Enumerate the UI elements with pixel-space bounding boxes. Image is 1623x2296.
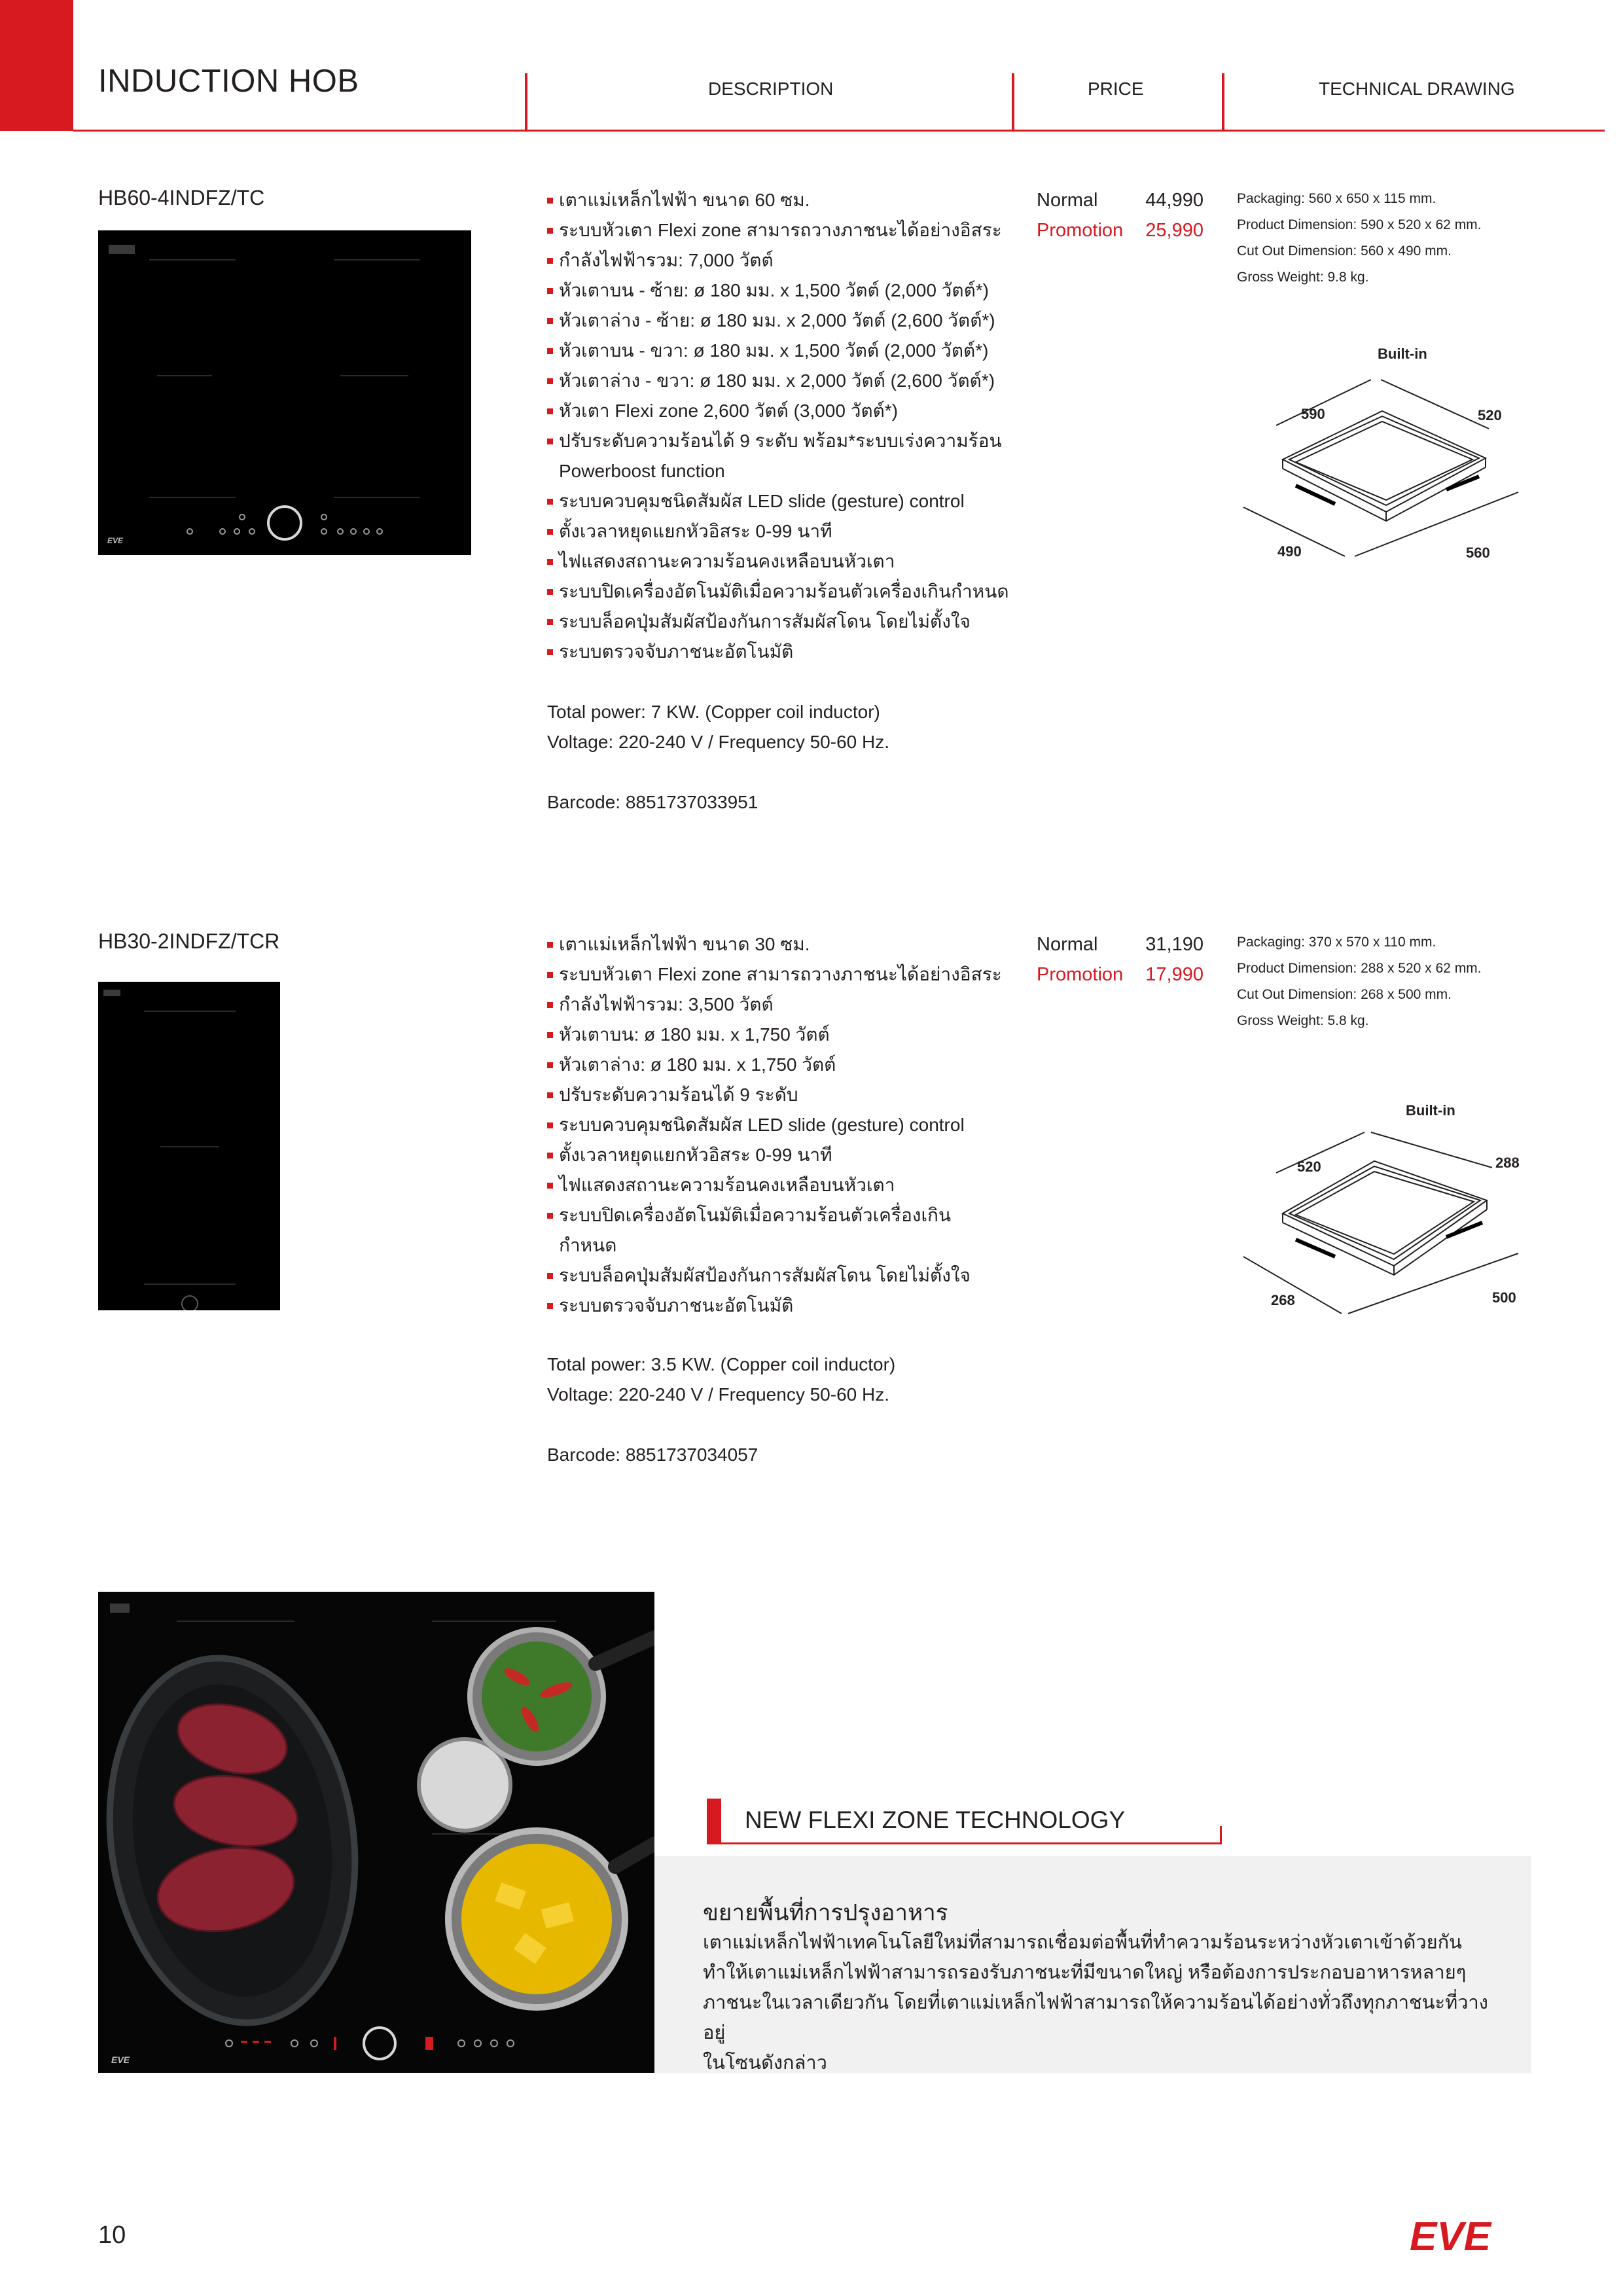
hob-30-illustration — [98, 982, 280, 1310]
feature-title: NEW FLEXI ZONE TECHNOLOGY — [745, 1806, 1126, 1833]
feature-item: หัวเตาล่าง: ø 180 มม. x 1,750 วัตต์ — [547, 1050, 1044, 1080]
feature-item: เตาแม่เหล็กไฟฟ้า ขนาด 60 ซม. — [547, 185, 1044, 215]
bullet-icon — [547, 1032, 553, 1038]
bullet-icon — [547, 348, 553, 354]
feature-item: กำลังไฟฟ้ารวม: 3,500 วัตต์ — [547, 990, 1044, 1020]
product-model: HB60-4INDFZ/TC — [98, 186, 265, 209]
dim-label: 590 — [1301, 406, 1325, 422]
feature-item: ระบบปิดเครื่องอัตโนมัติเมื่อความร้อนตัวเครื่องเกิน — [547, 1200, 1044, 1230]
price-normal-label: Normal — [1037, 190, 1098, 211]
feature-item: ไฟแสดงสถานะความร้อนคงเหลือบนหัวเตา — [547, 547, 1044, 577]
feature-body-line: ในโซนดังกล่าว — [703, 2053, 827, 2073]
bullet-icon — [547, 1303, 553, 1309]
bullet-icon — [547, 499, 553, 505]
bullet-icon — [547, 228, 553, 234]
feature-item: ระบบตรวจจับภาชนะอัตโนมัติ — [547, 637, 1044, 667]
bullet-icon — [547, 529, 553, 535]
spec-cutout-dimension: Cut Out Dimension: 268 x 500 mm. — [1237, 987, 1452, 1002]
technical-drawing-30 — [1230, 1094, 1531, 1336]
spec-gross-weight: Gross Weight: 9.8 kg. — [1237, 270, 1369, 285]
spec-list — [1237, 186, 1482, 291]
feature-title-underline — [707, 1842, 1222, 1844]
page-title: INDUCTION HOB — [98, 63, 359, 99]
header-divider — [525, 73, 527, 130]
feature-item: หัวเตาล่าง - ขวา: ø 180 มม. x 2,000 วัตต์ (2,600 วัตต์*) — [547, 366, 1044, 396]
svg-text:EVE: EVE — [107, 536, 124, 545]
bullet-icon — [547, 1092, 553, 1098]
feature-item: ระบบตรวจจับภาชนะอัตโนมัติ — [547, 1291, 1044, 1321]
feature-item: ระบบควบคุมชนิดสัมผัส LED slide (gesture) control — [547, 1110, 1044, 1140]
feature-item: หัวเตาล่าง - ซ้าย: ø 180 มม. x 2,000 วัตต์ (2,600 วัตต์*) — [547, 306, 1044, 336]
svg-text:EVE: EVE — [111, 2054, 130, 2065]
price-promotion-label: Promotion — [1037, 964, 1124, 985]
header-accent-tab — [0, 0, 73, 131]
bullet-icon — [547, 1062, 553, 1068]
price-normal — [1037, 185, 1204, 215]
feature-title-accent-bar — [707, 1799, 721, 1844]
feature-item: หัวเตาบน: ø 180 มม. x 1,750 วัตต์ — [547, 1020, 1044, 1050]
bullet-icon — [547, 559, 553, 565]
feature-item: เตาแม่เหล็กไฟฟ้า ขนาด 30 ซม. — [547, 929, 1044, 960]
bullet-icon — [547, 589, 553, 595]
price-promotion-value: 17,990 — [1145, 964, 1204, 985]
bullet-icon — [547, 1153, 553, 1158]
spec-gross-weight: Gross Weight: 5.8 kg. — [1237, 1013, 1369, 1028]
product-image-hob-30 — [98, 982, 280, 1310]
feature-item: ปรับระดับความร้อนได้ 9 ระดับ พร้อม*ระบบเร่งความร้อน — [547, 426, 1044, 456]
feature-item: ระบบหัวเตา Flexi zone สามารถวางภาชนะได้อย่างอิสระ — [547, 960, 1044, 990]
feature-item: หัวเตา Flexi zone 2,600 วัตต์ (3,000 วัตต์*) — [547, 396, 1044, 426]
feature-item: ระบบล็อคปุ่มสัมผัสป้องกันการสัมผัสโดน โดยไม่ตั้งใจ — [547, 607, 1044, 637]
feature-item: ตั้งเวลาหยุดแยกหัวอิสระ 0-99 นาที — [547, 1140, 1044, 1170]
bullet-icon — [547, 1183, 553, 1189]
price-promotion-value: 25,990 — [1145, 220, 1204, 241]
spec-cutout-dimension: Cut Out Dimension: 560 x 490 mm. — [1237, 243, 1452, 259]
feature-title-underline-end — [1220, 1826, 1222, 1843]
bullet-icon — [547, 408, 553, 414]
price-normal-label: Normal — [1037, 934, 1098, 955]
spec-packaging: Packaging: 560 x 650 x 115 mm. — [1237, 191, 1436, 206]
feature-item: ไฟแสดงสถานะความร้อนคงเหลือบนหัวเตา — [547, 1170, 1044, 1200]
feature-subtitle: ขยายพื้นที่การปรุงอาหาร — [703, 1900, 948, 1926]
feature-item: ปรับระดับความร้อนได้ 9 ระดับ — [547, 1080, 1044, 1110]
hob-60-illustration — [98, 230, 471, 555]
feature-body-line: ภาชนะในเวลาเดียวกัน โดยที่เตาแม่เหล็กไฟฟ้าสามารถให้ความร้อนได้อย่างทั่วถึงทุกภาชนะที่วางอยู่ — [703, 1992, 1488, 2043]
column-header-description: DESCRIPTION — [708, 79, 834, 99]
bullet-icon — [547, 1213, 553, 1219]
feature-item: ระบบหัวเตา Flexi zone สามารถวางภาชนะได้อย่างอิสระ — [547, 215, 1044, 245]
bullet-icon — [547, 942, 553, 948]
bullet-icon — [547, 288, 553, 294]
product-image-hob-60 — [98, 230, 471, 555]
feature-item: ระบบควบคุมชนิดสัมผัส LED slide (gesture) control — [547, 486, 1044, 516]
dim-label: 490 — [1277, 543, 1302, 560]
price-promotion-label: Promotion — [1037, 220, 1124, 241]
eve-logo-text: EVE — [1410, 2214, 1491, 2258]
feature-item-continuation: Powerboost function — [559, 461, 725, 481]
header-rule — [73, 130, 1605, 132]
price-normal — [1037, 929, 1204, 960]
feature-item: ระบบล็อคปุ่มสัมผัสป้องกันการสัมผัสโดน โดยไม่ตั้งใจ — [547, 1261, 1044, 1291]
spec-packaging: Packaging: 370 x 570 x 110 mm. — [1237, 935, 1436, 950]
feature-item: หัวเตาบน - ขวา: ø 180 มม. x 1,500 วัตต์ (2,000 วัตต์*) — [547, 336, 1044, 366]
page-number: 10 — [98, 2221, 126, 2249]
bullet-icon — [547, 1273, 553, 1279]
product-model: HB30-2INDFZ/TCR — [98, 929, 280, 953]
feature-item-continuation: กำหนด — [559, 1235, 617, 1255]
barcode: Barcode: 8851737033951 — [547, 792, 758, 812]
price-promotion — [1037, 960, 1204, 990]
feature-item: ตั้งเวลาหยุดแยกหัวอิสระ 0-99 นาที — [547, 516, 1044, 547]
bullet-icon — [547, 439, 553, 444]
bullet-icon — [547, 619, 553, 625]
spec-product-dimension: Product Dimension: 288 x 520 x 62 mm. — [1237, 961, 1482, 976]
feature-photo-cooking — [98, 1592, 654, 2073]
dim-label: 560 — [1466, 545, 1490, 561]
feature-item: ระบบปิดเครื่องอัตโนมัติเมื่อความร้อนตัวเครื่องเกินกำหนด — [547, 577, 1044, 607]
price-normal-value: 44,990 — [1145, 190, 1204, 211]
bullet-icon — [547, 1002, 553, 1008]
voltage: Voltage: 220-240 V / Frequency 50-60 Hz. — [547, 1384, 889, 1405]
feature-body-line: ทำให้เตาแม่เหล็กไฟฟ้าสามารถรองรับภาชนะที่มีขนาดใหญ่ หรือต้องการประกอบอาหารหลายๆ — [703, 1962, 1467, 1983]
drawing-label: Built-in — [1406, 1102, 1455, 1119]
voltage: Voltage: 220-240 V / Frequency 50-60 Hz. — [547, 732, 889, 752]
dim-label: 268 — [1271, 1292, 1295, 1308]
feature-list — [547, 929, 1044, 1321]
eve-logo — [1407, 2212, 1531, 2258]
total-power: Total power: 7 KW. (Copper coil inductor) — [547, 702, 880, 722]
cooking-illustration — [98, 1592, 654, 2073]
feature-item: หัวเตาบน - ซ้าย: ø 180 มม. x 1,500 วัตต์ (2,000 วัตต์*) — [547, 276, 1044, 306]
spec-product-dimension: Product Dimension: 590 x 520 x 62 mm. — [1237, 217, 1482, 232]
dim-label: 500 — [1492, 1289, 1516, 1306]
bullet-icon — [547, 258, 553, 264]
feature-list — [547, 185, 1044, 667]
dim-label: 520 — [1297, 1158, 1321, 1175]
column-header-technical-drawing: TECHNICAL DRAWING — [1319, 79, 1515, 99]
bullet-icon — [547, 378, 553, 384]
feature-body — [703, 1928, 1488, 2078]
total-power: Total power: 3.5 KW. (Copper coil inductor) — [547, 1354, 896, 1374]
feature-body-line: เตาแม่เหล็กไฟฟ้าเทคโนโลยีใหม่ที่สามารถเชื่อมต่อพื้นที่ทำความร้อนระหว่างหัวเตาเข้าด้วยกัน — [703, 1932, 1462, 1953]
bullet-icon — [547, 198, 553, 204]
header-divider — [1012, 73, 1014, 130]
bullet-icon — [547, 1122, 553, 1128]
header-divider — [1222, 73, 1224, 130]
price-promotion — [1037, 215, 1204, 245]
dim-label: 520 — [1478, 407, 1502, 423]
bullet-icon — [547, 972, 553, 978]
feature-item: กำลังไฟฟ้ารวม: 7,000 วัตต์ — [547, 245, 1044, 276]
bullet-icon — [547, 318, 553, 324]
dim-label: 288 — [1495, 1155, 1520, 1171]
column-header-price: PRICE — [1088, 79, 1144, 99]
spec-list — [1237, 929, 1482, 1034]
price-normal-value: 31,190 — [1145, 934, 1204, 955]
bullet-icon — [547, 649, 553, 655]
drawing-label: Built-in — [1378, 346, 1427, 362]
barcode: Barcode: 8851737034057 — [547, 1444, 758, 1465]
technical-drawing-60 — [1230, 340, 1531, 576]
